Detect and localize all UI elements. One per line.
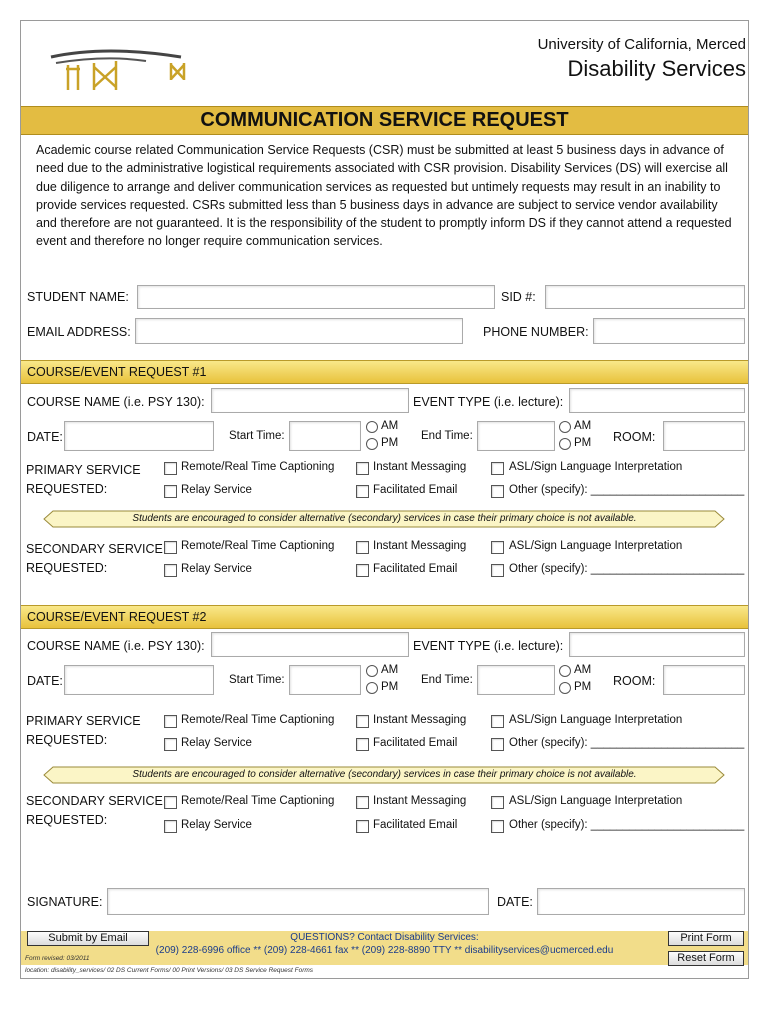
primary-label-line1: PRIMARY SERVICE bbox=[26, 714, 141, 728]
note-text: Students are encouraged to consider alternative (secondary) services in case their primary choice is not available. bbox=[132, 769, 637, 780]
email-label: EMAIL ADDRESS: bbox=[27, 325, 131, 339]
end-pm-label: PM bbox=[574, 437, 592, 449]
request-1-title: COURSE/EVENT REQUEST #1 bbox=[27, 365, 207, 379]
secondary-relay-label: Relay Service bbox=[181, 563, 252, 575]
primary-relay-label: Relay Service bbox=[181, 737, 252, 749]
signature-date-input[interactable] bbox=[537, 888, 745, 915]
course-name-label: COURSE NAME (i.e. PSY 130): bbox=[27, 395, 205, 409]
secondary-email-checkbox[interactable] bbox=[356, 564, 369, 577]
end-time-label: End Time: bbox=[421, 430, 473, 442]
contact-info: (209) 228-6996 office ** (209) 228-4661 fax ** (209) 228-8890 TTY ** disabilityservices@ucmerced.edu bbox=[155, 945, 614, 956]
room-input[interactable] bbox=[663, 421, 745, 451]
secondary-asl-label: ASL/Sign Language Interpretation bbox=[509, 540, 683, 552]
secondary-label-line2: REQUESTED: bbox=[26, 813, 108, 827]
secondary-email-label: Facilitated Email bbox=[373, 563, 458, 575]
secondary-other-checkbox[interactable] bbox=[491, 564, 504, 577]
date-input[interactable] bbox=[64, 665, 214, 695]
primary-captioning-checkbox[interactable] bbox=[164, 715, 177, 728]
event-type-label: EVENT TYPE (i.e. lecture): bbox=[413, 395, 564, 409]
start-pm-label: PM bbox=[381, 437, 399, 449]
secondary-label-line1: SECONDARY SERVICE bbox=[26, 794, 163, 808]
secondary-email-label: Facilitated Email bbox=[373, 819, 458, 831]
primary-other-label: Other (specify): ________________________ bbox=[509, 737, 745, 749]
student-name-input[interactable] bbox=[137, 285, 495, 309]
primary-instant-label: Instant Messaging bbox=[373, 461, 467, 473]
secondary-instant-label: Instant Messaging bbox=[373, 795, 467, 807]
start-pm-label: PM bbox=[381, 681, 399, 693]
form-revised-text: Form revised: 03/2011 bbox=[25, 955, 90, 962]
reset-form-button[interactable]: Reset Form bbox=[668, 951, 744, 966]
date-input[interactable] bbox=[64, 421, 214, 451]
form-title: COMMUNICATION SERVICE REQUEST bbox=[200, 109, 569, 131]
title-band bbox=[21, 106, 748, 135]
primary-captioning-label: Remote/Real Time Captioning bbox=[181, 714, 335, 726]
primary-relay-checkbox[interactable] bbox=[164, 738, 177, 751]
email-input[interactable] bbox=[135, 318, 463, 344]
start-time-input[interactable] bbox=[289, 665, 361, 695]
secondary-email-checkbox[interactable] bbox=[356, 820, 369, 833]
primary-label-line1: PRIMARY SERVICE bbox=[26, 463, 141, 477]
primary-instant-checkbox[interactable] bbox=[356, 462, 369, 475]
secondary-other-label: Other (specify): ________________________ bbox=[509, 563, 745, 575]
primary-other-checkbox[interactable] bbox=[491, 485, 504, 498]
questions-text: QUESTIONS? Contact Disability Services: bbox=[290, 932, 479, 943]
signature-label: SIGNATURE: bbox=[27, 895, 103, 909]
end-am-radio[interactable] bbox=[559, 665, 571, 677]
sid-label: SID #: bbox=[501, 290, 536, 304]
secondary-label-line1: SECONDARY SERVICE bbox=[26, 542, 163, 556]
secondary-asl-label: ASL/Sign Language Interpretation bbox=[509, 795, 683, 807]
primary-relay-label: Relay Service bbox=[181, 484, 252, 496]
primary-email-checkbox[interactable] bbox=[356, 485, 369, 498]
print-form-button[interactable]: Print Form bbox=[668, 931, 744, 946]
start-am-radio[interactable] bbox=[366, 665, 378, 677]
primary-asl-checkbox[interactable] bbox=[491, 715, 504, 728]
uc-merced-logo bbox=[46, 35, 186, 95]
primary-asl-label: ASL/Sign Language Interpretation bbox=[509, 714, 683, 726]
end-pm-label: PM bbox=[574, 681, 592, 693]
secondary-relay-checkbox[interactable] bbox=[164, 820, 177, 833]
primary-other-checkbox[interactable] bbox=[491, 738, 504, 751]
primary-asl-checkbox[interactable] bbox=[491, 462, 504, 475]
date-label: DATE: bbox=[27, 430, 63, 444]
event-type-label: EVENT TYPE (i.e. lecture): bbox=[413, 639, 564, 653]
secondary-relay-label: Relay Service bbox=[181, 819, 252, 831]
course-name-input[interactable] bbox=[211, 388, 409, 413]
start-am-label: AM bbox=[381, 664, 399, 676]
end-am-label: AM bbox=[574, 664, 592, 676]
primary-label-line2: REQUESTED: bbox=[26, 733, 108, 747]
note-text: Students are encouraged to consider alternative (secondary) services in case their primary choice is not available. bbox=[132, 513, 637, 524]
end-time-label: End Time: bbox=[421, 674, 473, 686]
primary-email-label: Facilitated Email bbox=[373, 737, 458, 749]
primary-label-line2: REQUESTED: bbox=[26, 482, 108, 496]
event-type-input[interactable] bbox=[569, 388, 745, 413]
room-label: ROOM: bbox=[613, 674, 656, 688]
start-time-label: Start Time: bbox=[229, 430, 285, 442]
university-name: University of California, Merced bbox=[537, 36, 746, 53]
intro-paragraph: Academic course related Communication Service Requests (CSR) must be submitted at least 5 business days in advance of need due to the administrative logistical requirements associated with CSR provision. Disability Services (DS) will exercise all due diligence to arrange and deliver communication services as requested but untimely requests may result in an inability to provide services requested. CSRs submitted less than 5 business days in advance are subject to service vendor availability and therefore are not guaranteed. It is the responsibility of the student to promptly inform DS if they cannot attend a requested event and therefore no longer require communication services. bbox=[36, 143, 732, 249]
primary-captioning-label: Remote/Real Time Captioning bbox=[181, 461, 335, 473]
secondary-captioning-checkbox[interactable] bbox=[164, 541, 177, 554]
secondary-asl-checkbox[interactable] bbox=[491, 796, 504, 809]
secondary-other-label: Other (specify): ________________________ bbox=[509, 819, 745, 831]
sid-input[interactable] bbox=[545, 285, 745, 309]
start-am-label: AM bbox=[381, 420, 399, 432]
secondary-captioning-label: Remote/Real Time Captioning bbox=[181, 540, 335, 552]
primary-asl-label: ASL/Sign Language Interpretation bbox=[509, 461, 683, 473]
primary-instant-label: Instant Messaging bbox=[373, 714, 467, 726]
course-name-input[interactable] bbox=[211, 632, 409, 657]
secondary-instant-checkbox[interactable] bbox=[356, 796, 369, 809]
event-type-input[interactable] bbox=[569, 632, 745, 657]
end-pm-radio[interactable] bbox=[559, 682, 571, 694]
start-pm-radio[interactable] bbox=[366, 438, 378, 450]
request-2-title: COURSE/EVENT REQUEST #2 bbox=[27, 610, 207, 624]
secondary-captioning-checkbox[interactable] bbox=[164, 796, 177, 809]
end-am-label: AM bbox=[574, 420, 592, 432]
secondary-instant-label: Instant Messaging bbox=[373, 540, 467, 552]
phone-input[interactable] bbox=[593, 318, 745, 344]
request-2-header bbox=[21, 605, 748, 629]
secondary-captioning-label: Remote/Real Time Captioning bbox=[181, 795, 335, 807]
secondary-label-line2: REQUESTED: bbox=[26, 561, 108, 575]
phone-label: PHONE NUMBER: bbox=[483, 325, 589, 339]
primary-instant-checkbox[interactable] bbox=[356, 715, 369, 728]
end-am-radio[interactable] bbox=[559, 421, 571, 433]
file-location-text: location: disability_services/ 02 DS Current Forms/ 00 Print Versions/ 03 DS Service Request Forms bbox=[25, 967, 314, 974]
end-time-input[interactable] bbox=[477, 421, 555, 451]
end-pm-radio[interactable] bbox=[559, 438, 571, 450]
primary-captioning-checkbox[interactable] bbox=[164, 462, 177, 475]
secondary-asl-checkbox[interactable] bbox=[491, 541, 504, 554]
secondary-relay-checkbox[interactable] bbox=[164, 564, 177, 577]
start-time-label: Start Time: bbox=[229, 674, 285, 686]
secondary-other-checkbox[interactable] bbox=[491, 820, 504, 833]
submit-by-email-button[interactable]: Submit by Email bbox=[27, 931, 149, 946]
date-label: DATE: bbox=[27, 674, 63, 688]
department-name: Disability Services bbox=[567, 56, 746, 81]
end-time-input[interactable] bbox=[477, 665, 555, 695]
form-page bbox=[20, 20, 749, 979]
room-label: ROOM: bbox=[613, 430, 656, 444]
course-name-label: COURSE NAME (i.e. PSY 130): bbox=[27, 639, 205, 653]
primary-email-label: Facilitated Email bbox=[373, 484, 458, 496]
room-input[interactable] bbox=[663, 665, 745, 695]
primary-email-checkbox[interactable] bbox=[356, 738, 369, 751]
start-pm-radio[interactable] bbox=[366, 682, 378, 694]
signature-input[interactable] bbox=[107, 888, 489, 915]
primary-other-label: Other (specify): ________________________ bbox=[509, 484, 745, 496]
primary-relay-checkbox[interactable] bbox=[164, 485, 177, 498]
request-1-header bbox=[21, 360, 748, 384]
start-am-radio[interactable] bbox=[366, 421, 378, 433]
student-name-label: STUDENT NAME: bbox=[27, 290, 129, 304]
start-time-input[interactable] bbox=[289, 421, 361, 451]
signature-date-label: DATE: bbox=[497, 895, 533, 909]
secondary-instant-checkbox[interactable] bbox=[356, 541, 369, 554]
